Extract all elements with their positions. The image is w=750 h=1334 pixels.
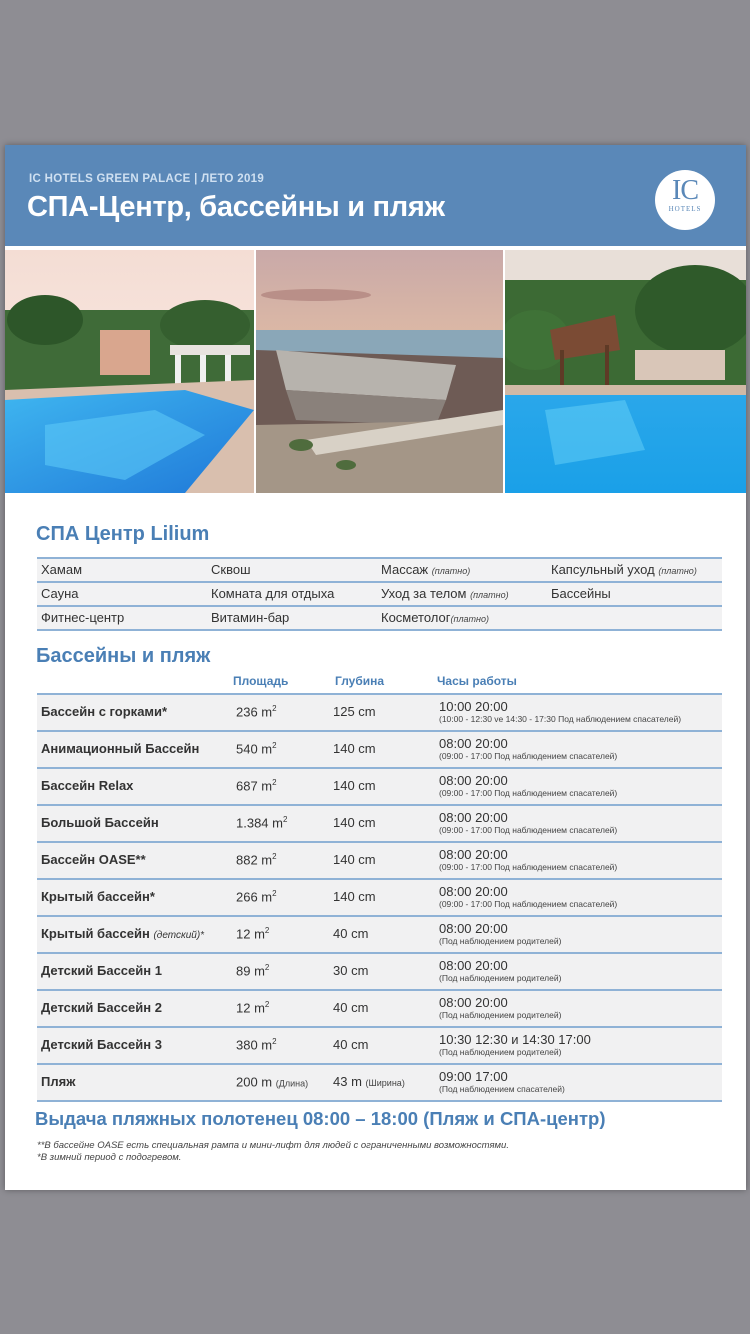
pool-hours: 10:30 12:30 и 14:30 17:00 (Под наблюдением родителей)	[439, 1032, 591, 1057]
spa-service: Косметолог(платно)	[381, 610, 489, 625]
pool-name: Крытый бассейн*	[41, 889, 155, 904]
spa-row	[37, 605, 722, 631]
towel-hours: Выдача пляжных полотенец 08:00 – 18:00 (Пляж и СПА-центр)	[35, 1108, 606, 1129]
pool-depth: 140 cm	[333, 889, 376, 904]
table-row	[37, 878, 722, 915]
pool-name: Большой Бассейн	[41, 815, 159, 830]
pool-hours: 08:00 20:00 (Под наблюдением родителей)	[439, 921, 562, 946]
pool-hours: 10:00 20:00 (10:00 - 12:30 ve 14:30 - 17:30 Под наблюдением спасателей)	[439, 699, 682, 724]
photo-strip	[5, 250, 746, 493]
pool-depth: 140 cm	[333, 778, 376, 793]
page-title: СПА-Центр, бассейны и пляж	[27, 191, 445, 223]
spa-service: Бассейны	[551, 586, 611, 601]
table-row	[37, 730, 722, 767]
pool-depth: 40 cm	[333, 1000, 369, 1015]
table-row	[37, 915, 722, 952]
spa-service: Сквош	[211, 562, 251, 577]
pool-area: 882 $m^2$	[236, 852, 277, 868]
pool-hours: 09:00 17:00 (Под наблюдением спасателей)	[439, 1069, 565, 1094]
logo-mark: IC	[672, 175, 698, 206]
pool-depth: 43 m (Ширина)	[333, 1074, 405, 1089]
spa-services-grid	[37, 557, 722, 631]
spa-service: Капсульный уход (платно)	[551, 562, 697, 577]
table-row	[37, 841, 722, 878]
pool-area: 1.384 $m^2$	[236, 815, 288, 831]
pool-area: 380 $m^2$	[236, 1037, 277, 1053]
pool-hours: 08:00 20:00 (Под наблюдением родителей)	[439, 995, 562, 1020]
table-row	[37, 1063, 722, 1102]
header-eyebrow: IC HOTELS GREEN PALACE | ЛЕТО 2019	[29, 173, 265, 185]
pool-depth: 125 cm	[333, 704, 376, 719]
pool-hours: 08:00 20:00 (Под наблюдением родителей)	[439, 958, 562, 983]
spa-row	[37, 557, 722, 581]
pool-area: 12 $m^2$	[236, 1000, 270, 1016]
logo-sub: HOTELS	[668, 205, 702, 213]
pool-name: Детский Бассейн 2	[41, 1000, 162, 1015]
photo-pool-gazebo	[505, 250, 746, 493]
spa-row	[37, 581, 722, 605]
table-row	[37, 804, 722, 841]
pool-hours: 08:00 20:00 (09:00 - 17:00 Под наблюдением спасателей)	[439, 884, 618, 909]
pool-area: 200 m (Длина)	[236, 1074, 309, 1090]
table-row	[37, 989, 722, 1026]
spa-service: Сауна	[41, 586, 79, 601]
table-row	[37, 767, 722, 804]
pool-area: 266 $m^2$	[236, 889, 277, 905]
pool-name: Детский Бассейн 3	[41, 1037, 162, 1052]
pool-depth: 140 cm	[333, 852, 376, 867]
page-header	[5, 145, 746, 246]
pool-name: Детский Бассейн 1	[41, 963, 162, 978]
pool-depth: 30 cm	[333, 963, 369, 978]
hotel-logo	[655, 170, 715, 230]
pool-area: 236 $m^2$	[236, 704, 277, 720]
spa-service: Уход за телом (платно)	[381, 586, 509, 601]
pool-area: 687 $m^2$	[236, 778, 277, 794]
pool-hours: 08:00 20:00 (09:00 - 17:00 Под наблюдением спасателей)	[439, 847, 618, 872]
pool-area: 89 $m^2$	[236, 963, 270, 979]
pool-depth: 40 cm	[333, 926, 369, 941]
spa-section-title: СПА Центр Lilium	[36, 523, 210, 545]
column-header-area: Площадь	[233, 674, 289, 688]
pool-hours: 08:00 20:00 (09:00 - 17:00 Под наблюдением спасателей)	[439, 773, 618, 798]
spa-service: Комната для отдыха	[211, 586, 335, 601]
pool-depth: 140 cm	[333, 815, 376, 830]
spa-service: Витамин-бар	[211, 610, 290, 625]
pool-name: Пляж	[41, 1074, 76, 1089]
column-header-depth: Глубина	[335, 674, 385, 688]
pools-section-title: Бассейны и пляж	[36, 645, 211, 667]
pool-name: Анимационный Бассейн	[41, 741, 200, 756]
footnote-heating: *В зимний период с подогревом.	[37, 1152, 182, 1163]
table-row	[37, 693, 722, 730]
spa-service: Массаж (платно)	[381, 562, 471, 577]
spa-service: Фитнес-центр	[41, 610, 125, 625]
table-row	[37, 1026, 722, 1063]
pools-table	[37, 693, 722, 1102]
pool-area: 540 $m^2$	[236, 741, 277, 757]
pool-name: Бассейн OASE**	[41, 852, 146, 867]
photo-pool-colonnade	[5, 250, 254, 493]
pool-name: Бассейн с горками*	[41, 704, 168, 719]
footnote-oase: **В бассейне OASE есть специальная рампа и мини-лифт для людей с ограниченными возможностями.	[37, 1140, 509, 1151]
pool-area: 12 $m^2$	[236, 926, 270, 942]
pool-name: Бассейн Relax	[41, 778, 134, 793]
pool-hours: 08:00 20:00 (09:00 - 17:00 Под наблюдением спасателей)	[439, 810, 618, 835]
column-header-hours: Часы работы	[437, 674, 517, 688]
pool-depth: 140 cm	[333, 741, 376, 756]
pool-name: Крытый бассейн (детский)*	[41, 926, 205, 941]
pool-depth: 40 cm	[333, 1037, 369, 1052]
pool-hours: 08:00 20:00 (09:00 - 17:00 Под наблюдением спасателей)	[439, 736, 618, 761]
spa-service: Хамам	[41, 562, 83, 577]
brochure-page	[5, 145, 746, 1190]
photo-beach-sunset	[256, 250, 503, 493]
table-row	[37, 952, 722, 989]
